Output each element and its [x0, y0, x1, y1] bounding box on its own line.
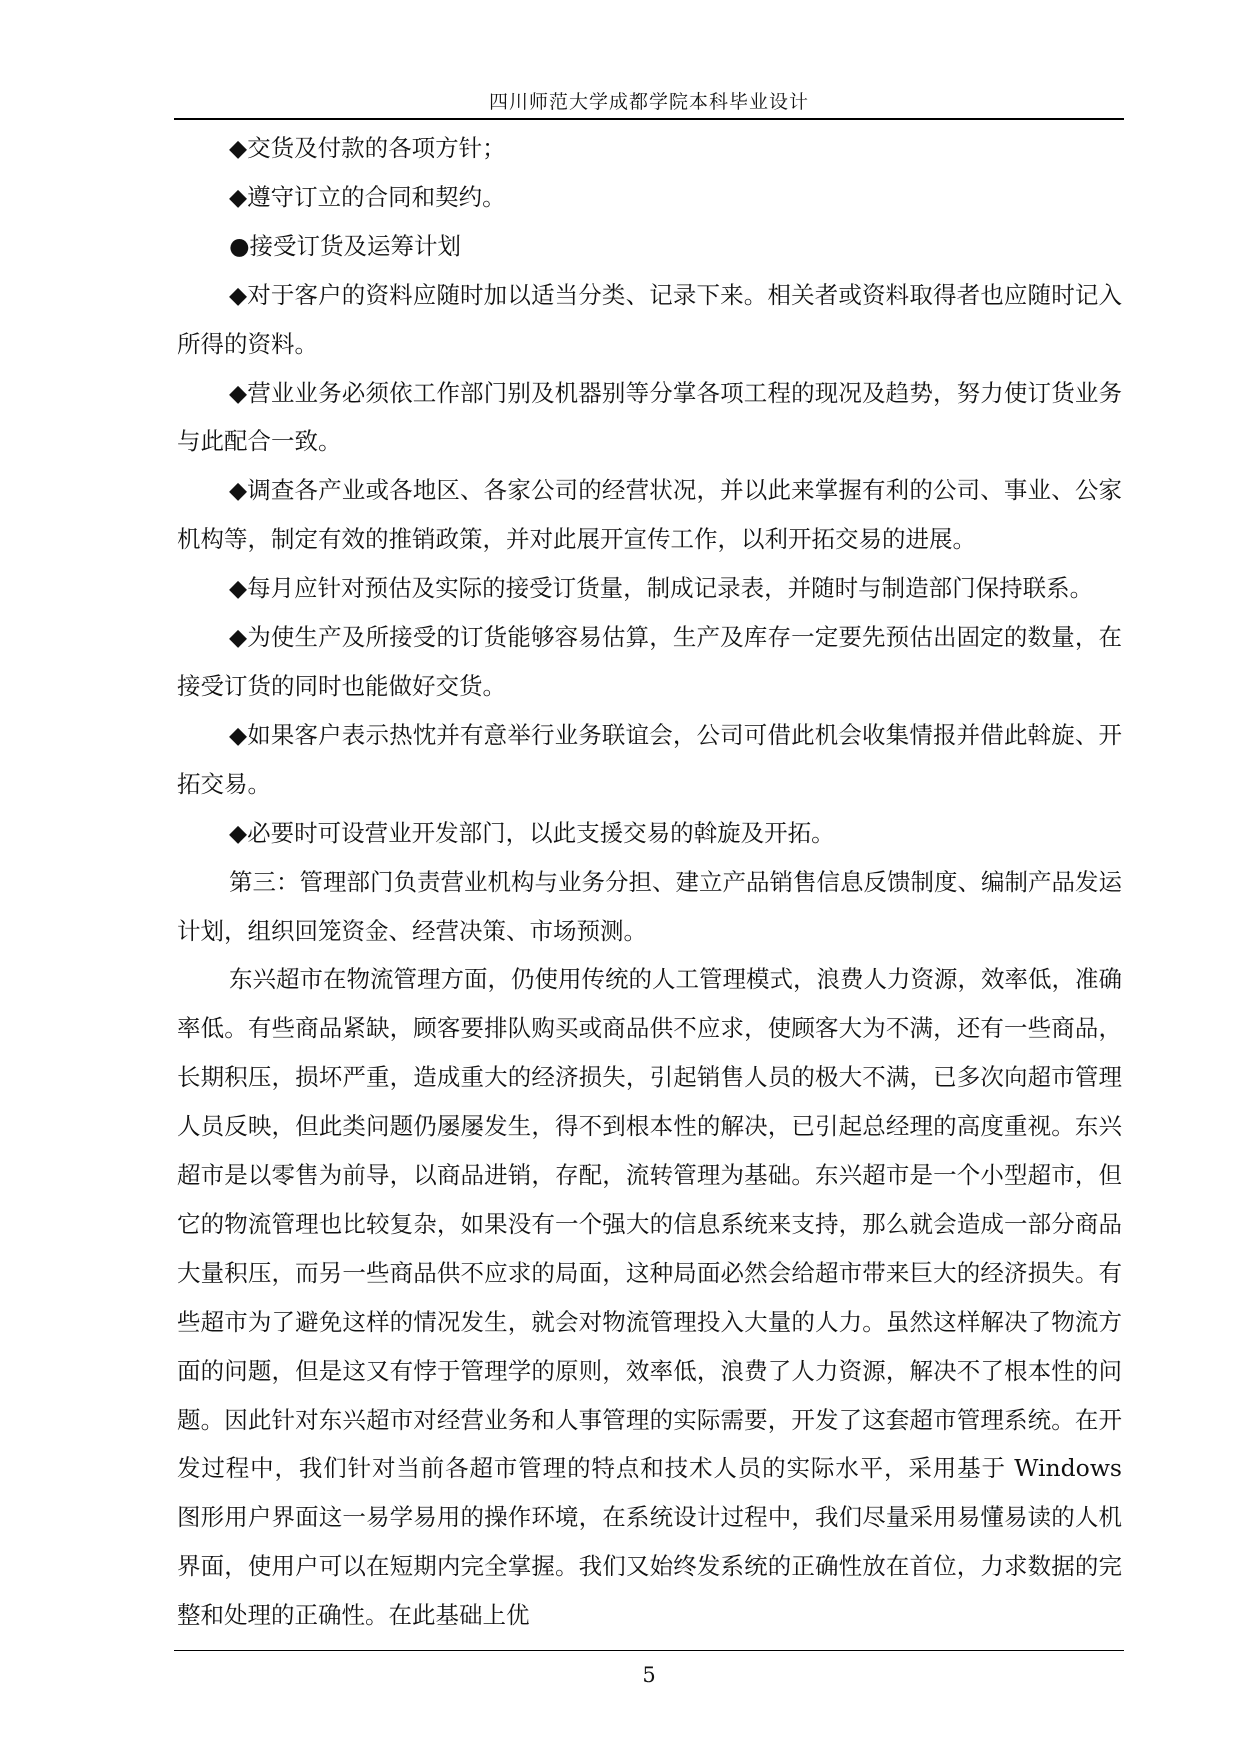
paragraph: ◆调查各产业或各地区、各家公司的经营状况，并以此来掌握有利的公司、事业、公家机构等，制定有效的推销政策，并对此展开宣传工作，以利开拓交易的进展。	[177, 476, 1122, 554]
paragraph: ●接受订货及运筹计划	[229, 231, 462, 260]
paragraph: ◆对于客户的资料应随时加以适当分类、记录下来。相关者或资料取得者也应随时记入所得的资料。	[177, 280, 1122, 358]
page-header-title: 四川师范大学成都学院本科毕业设计	[488, 91, 809, 113]
paragraph: 东兴超市在物流管理方面，仍使用传统的人工管理模式，浪费人力资源，效率低，准确率低。有些商品紧缺，顾客要排队购买或商品供不应求，使顾客大为不满，还有一些商品，长期积压，损坏严重，造成重大的经济损失，引起销售人员的极大不满，已多次向超市管理人员反映，但此类问题仍屡屡发生，得不到根本性的解决，已引起总经理的高度重视。东兴超市是以零售为前导，以商品进销，存配，流转管理为基础。东兴超市是一个小型超市，但它的物流管理也比较复杂，如果没有一个强大的信息系统来支持，那么就会造成一部分商品大量积压，而另一些商品供不应求的局面，这种局面必然会给超市带来巨大的经济损失。有些超市为了避免这样的情况发生，就会对物流管理投入大量的人力。虽然这样解决了物流方面的问题，但是这又有悖于管理学的原则，效率低，浪费了人力资源，解决不了根本性的问题。因此针对东兴超市对经营业务和人事管理的实际需要，开发了这套超市管理系统。在开发过程中，我们针对当前各超市管理的特点和技术人员的实际水平，采用基于 Windows 图形用户界面这一易学易用的操作环境，在系统设计过程中，我们尽量采用易懂易读的人机界面，使用户可以在短期内完全掌握。我们又始终发系统的正确性放在首位，力求数据的完整和处理的正确性。在此基础上优	[177, 965, 1122, 1630]
paragraph: ◆为使生产及所接受的订货能够容易估算，生产及库存一定要先预估出固定的数量，在接受订货的同时也能做好交货。	[177, 623, 1122, 700]
paragraph: ◆每月应针对预估及实际的接受订货量，制成记录表，并随时与制造部门保持联系。	[229, 574, 1094, 603]
paragraph: ◆营业业务必须依工作部门别及机器别等分掌各项工程的现况及趋势，努力使订货业务与此配合一致。	[177, 378, 1122, 456]
footer-divider	[174, 1650, 1124, 1651]
paragraph: ◆遵守订立的合同和契约。	[229, 182, 506, 211]
paragraph: ◆交货及付款的各项方针；	[229, 134, 506, 162]
header-divider	[174, 118, 1124, 120]
paragraph: 第三：管理部门负责营业机构与业务分担、建立产品销售信息反馈制度、编制产品发运计划，组织回笼资金、经营决策、市场预测。	[177, 867, 1122, 945]
document-body	[177, 124, 1122, 1640]
paragraph: ◆必要时可设营业开发部门，以此支援交易的斡旋及开拓。	[229, 818, 835, 847]
paragraph: ◆如果客户表示热忱并有意举行业务联谊会，公司可借此机会收集情报并借此斡旋、开拓交易。	[177, 720, 1122, 798]
page-number: 5	[642, 1663, 656, 1687]
